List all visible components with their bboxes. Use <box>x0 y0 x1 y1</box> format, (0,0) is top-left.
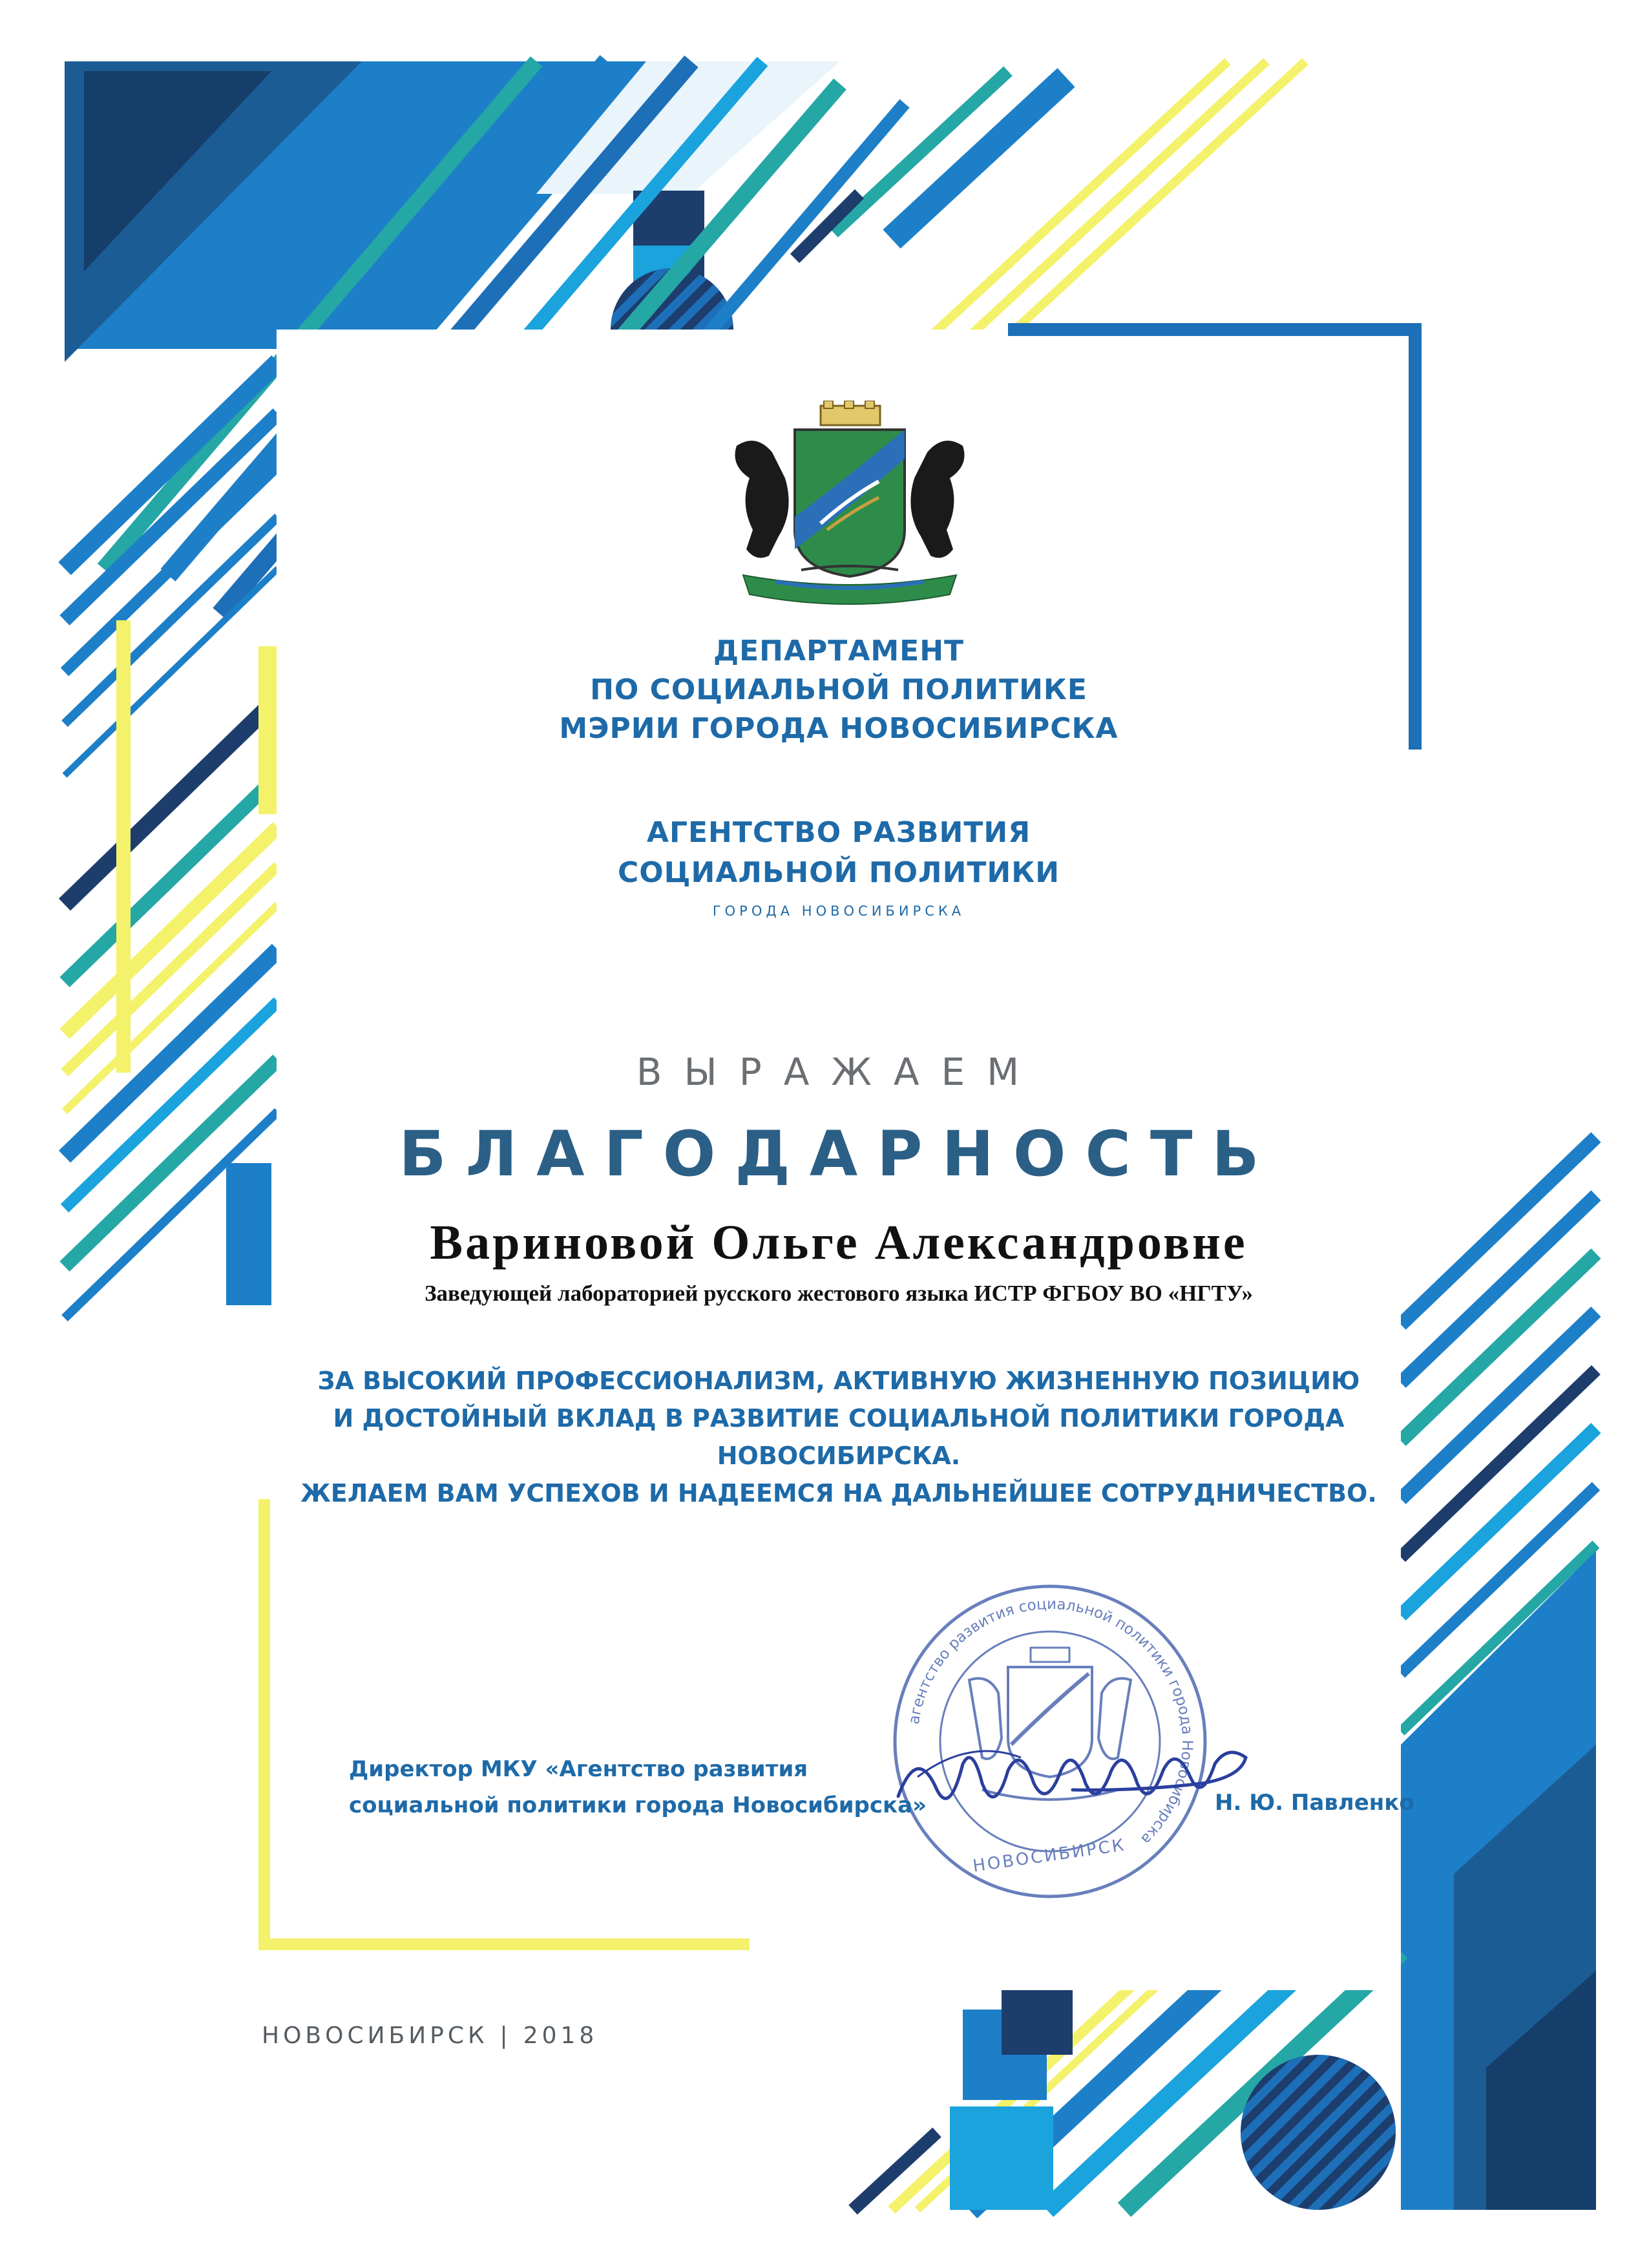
frame-line-right <box>1409 323 1422 750</box>
department-line-3: МЭРИИ ГОРОДА НОВОСИБИРСКА <box>559 712 1119 745</box>
department-line-2: ПО СОЦИАЛЬНОЙ ПОЛИТИКЕ <box>590 673 1087 706</box>
stamp-bottom-text: НОВОСИБИРСК <box>971 1835 1128 1876</box>
recipient-position: Заведующей лабораторией русского жестового языка ИСТР ФГБОУ ВО «НГТУ» <box>425 1281 1253 1306</box>
message-line-1: ЗА ВЫСОКИЙ ПРОФЕССИОНАЛИЗМ, АКТИВНУЮ ЖИЗНЕННУЮ ПОЗИЦИЮ <box>317 1367 1360 1395</box>
department-line-1: ДЕПАРТАМЕНТ <box>713 635 965 667</box>
handwritten-signature <box>892 1719 1254 1835</box>
frame-line-left <box>258 1499 270 1950</box>
director-title-line-2: социальной политики города Новосибирска» <box>349 1792 927 1818</box>
recipient-name: Вариновой Ольге Александровне <box>430 1215 1248 1270</box>
agency-line-2: СОЦИАЛЬНОЙ ПОЛИТИКИ <box>617 856 1060 889</box>
heading-express: ВЫРАЖАЕМ <box>636 1050 1042 1094</box>
frame-line-bottom-left <box>258 1938 750 1950</box>
message-line-3: ЖЕЛАЕМ ВАМ УСПЕХОВ И НАДЕЕМСЯ НА ДАЛЬНЕЙШЕЕ СОТРУДНИЧЕСТВО. <box>300 1479 1377 1507</box>
footer-year: 2018 <box>523 2022 598 2049</box>
signer-name: Н. Ю. Павленко <box>1215 1790 1414 1816</box>
footer-separator: | <box>499 2022 512 2049</box>
department-title <box>277 632 1401 748</box>
agency-line-1: АГЕНТСТВО РАЗВИТИЯ <box>646 816 1031 849</box>
agency-title <box>277 813 1401 893</box>
footer <box>262 2022 598 2049</box>
agency-city: ГОРОДА НОВОСИБИРСКА <box>712 903 965 919</box>
message-line-2: И ДОСТОЙНЫЙ ВКЛАД В РАЗВИТИЕ СОЦИАЛЬНОЙ ПОЛИТИКИ ГОРОДА НОВОСИБИРСКА. <box>333 1404 1345 1470</box>
novosibirsk-coat-of-arms-icon <box>717 401 982 614</box>
frame-line-top-right <box>1008 323 1422 336</box>
heading-thanks: БЛАГОДАРНОСТЬ <box>399 1118 1279 1190</box>
stamp-ring-text: агентство развития социальной политики города Новосибирска <box>905 1595 1196 1848</box>
footer-city: НОВОСИБИРСК <box>262 2022 488 2049</box>
director-title-line-1: Директор МКУ «Агентство развития <box>349 1756 808 1782</box>
message-text <box>277 1362 1401 1512</box>
director-title <box>349 1751 927 1823</box>
